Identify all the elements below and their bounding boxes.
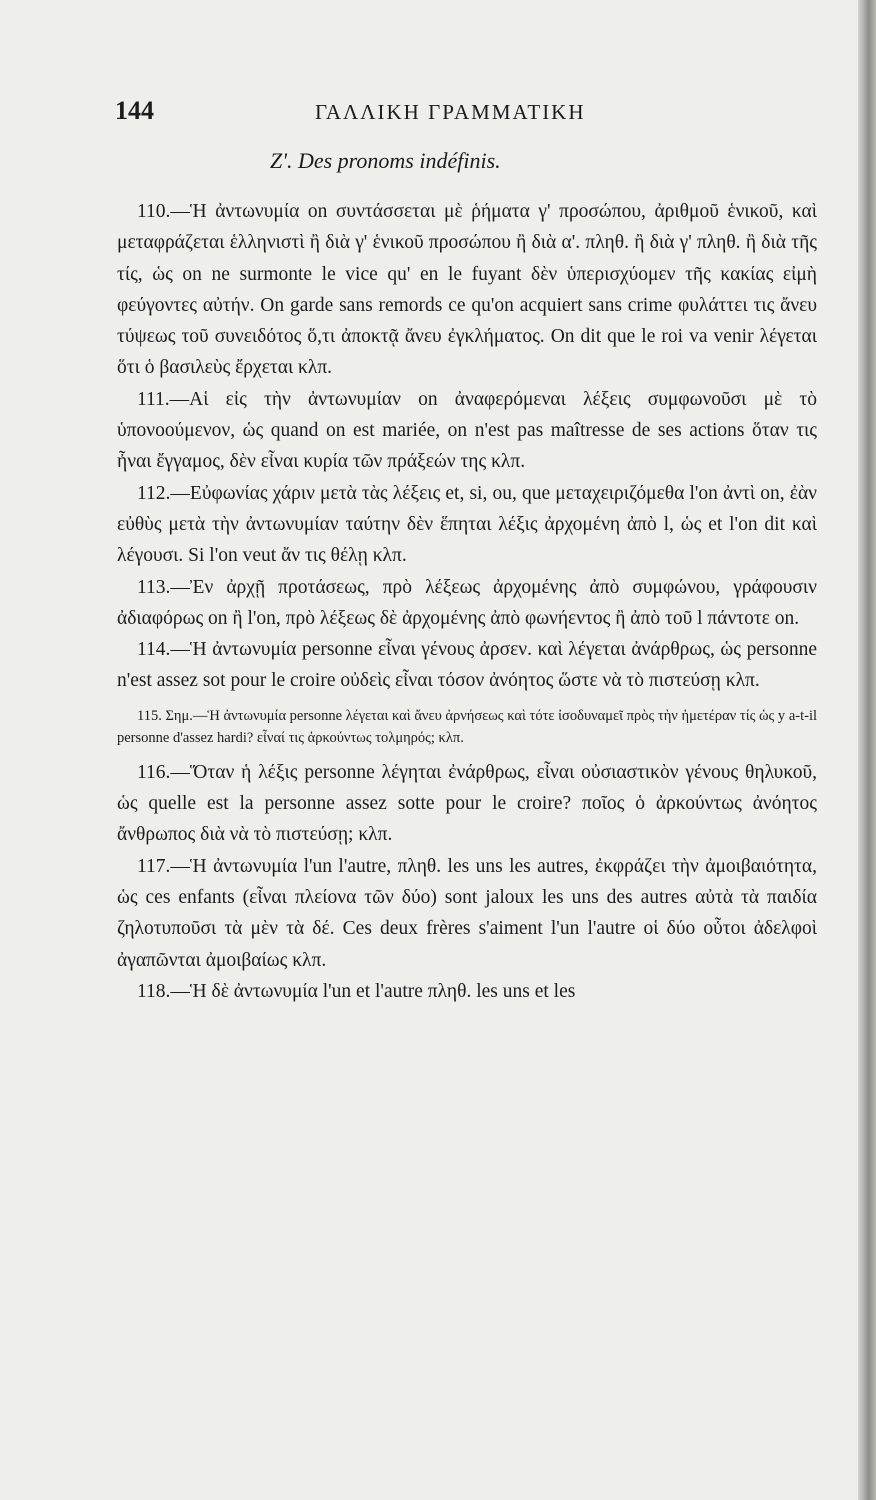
paragraph-110: 110.—Ἡ ἀντωνυμία on συντάσσεται μὲ ῥήματα γ' προσώπου, ἀριθμοῦ ἑνικοῦ, καὶ μεταφράζεται ἑλληνιστὶ ἢ διὰ γ' ἑνικοῦ προσώπου ἢ διὰ α'. πληθ. ἢ διὰ γ' πληθ. ἢ διὰ τῆς τίς, ὡς on ne surmonte le vice qu' en le fuyant δὲν ὑπερισχύομεν τῆς κακίας εἰμὴ φεύγοντες αὐτήν. On garde sans remords ce qu'on acquiert sans crime φυλάττει τις ἄνευ τύψεως τοῦ συνειδότος ὅ,τι ἀποκτᾷ ἄνευ ἐγκλήματος. On dit que le roi va venir λέγεται ὅτι ὁ βασιλεὺς ἔρχεται κλπ. [117, 201, 817, 379]
paragraph-114: 114.—Ἡ ἀντωνυμία personne εἶναι γένους ἀρσεν. καὶ λέγεται ἀνάρθρως, ὡς personne n'est assez sot pour le croire οὐδεὶς εἶναι τόσον ἀνόητος ὥστε νὰ τὸ πιστεύσῃ κλπ. [117, 639, 817, 692]
paragraph-117: 117.—Ἡ ἀντωνυμία l'un l'autre, πληθ. les uns les autres, ἐκφράζει τὴν ἀμοιβαιότητα, ὡς ces enfants (εἶναι πλείονα τῶν δύο) sont jaloux les uns des autres αὐτὰ τὰ παιδία ζηλοτυποῦσι τὰ μὲν τὰ δέ. Ces deux frères s'aiment l'un l'autre οἱ δύο οὗτοι ἀδελφοὶ ἀγαπῶνται ἀμοιβαίως κλπ. [117, 855, 817, 971]
page-header [115, 96, 815, 136]
page-body [117, 196, 817, 1007]
page-edge [858, 0, 876, 1500]
note-115: 115. Σημ.—Ἡ ἀντωνυμία personne λέγεται καὶ ἄνευ ἀρνήσεως καὶ τότε ἰσοδυναμεῖ πρὸς τὴν ἡμετέραν τίς ὡς y a-t-il personne d'assez hardi? εἶναί τις ἀρκούντως τολμηρός; κλπ. [117, 707, 817, 746]
paragraph-113: 113.—Ἐν ἀρχῇ προτάσεως, πρὸ λέξεως ἀρχομένης ἀπὸ συμφώνου, γράφουσιν ἀδιαφόρως on ἢ l'on, πρὸ λέξεως δὲ ἀρχομένης ἀπὸ φωνήεντος ἢ ἀπὸ τοῦ l πάντοτε on. [117, 576, 817, 629]
paragraph-116: 116.—Ὅταν ἡ λέξις personne λέγηται ἐνάρθρως, εἶναι οὐσιαστικὸν γένους θηλυκοῦ, ὡς quelle est la personne assez sotte pour le croire? ποῖος ὁ ἀρκούντως ἀνόητος ἄνθρωπος διὰ νὰ τὸ πιστεύσῃ; κλπ. [117, 761, 817, 846]
running-title: ΓΑΛΛΙΚΗ ΓΡΑΜΜΑΤΙΚΗ [315, 100, 586, 124]
section-title: Ζ'. Des pronoms indéfinis. [270, 148, 501, 173]
paragraph-111: 111.—Αἱ εἰς τὴν ἀντωνυμίαν on ἀναφερόμεναι λέξεις συμφωνοῦσι μὲ τὸ ὑπονοούμενον, ὡς quand on est mariée, on n'est pas maîtresse de ses actions ὅταν τις ἦναι ἔγγαμος, δὲν εἶναι κυρία τῶν πράξεών της κλπ. [117, 388, 817, 473]
paragraph-112: 112.—Εὐφωνίας χάριν μετὰ τὰς λέξεις et, si, ou, que μεταχειριζόμεθα l'on ἀντὶ on, ἐὰν εὐθὺς μετὰ τὴν ἀντωνυμίαν ταύτην δὲν ἕπηται λέξις ἀρχομένη ἀπὸ l, ὡς et l'on dit καὶ λέγουσι. Si l'on veut ἄν τις θέλῃ κλπ. [117, 482, 817, 567]
paragraph-118: 118.—Ἡ δὲ ἀντωνυμία l'un et l'autre πληθ. les uns et les [137, 980, 576, 1002]
page-number: 144 [115, 96, 154, 125]
